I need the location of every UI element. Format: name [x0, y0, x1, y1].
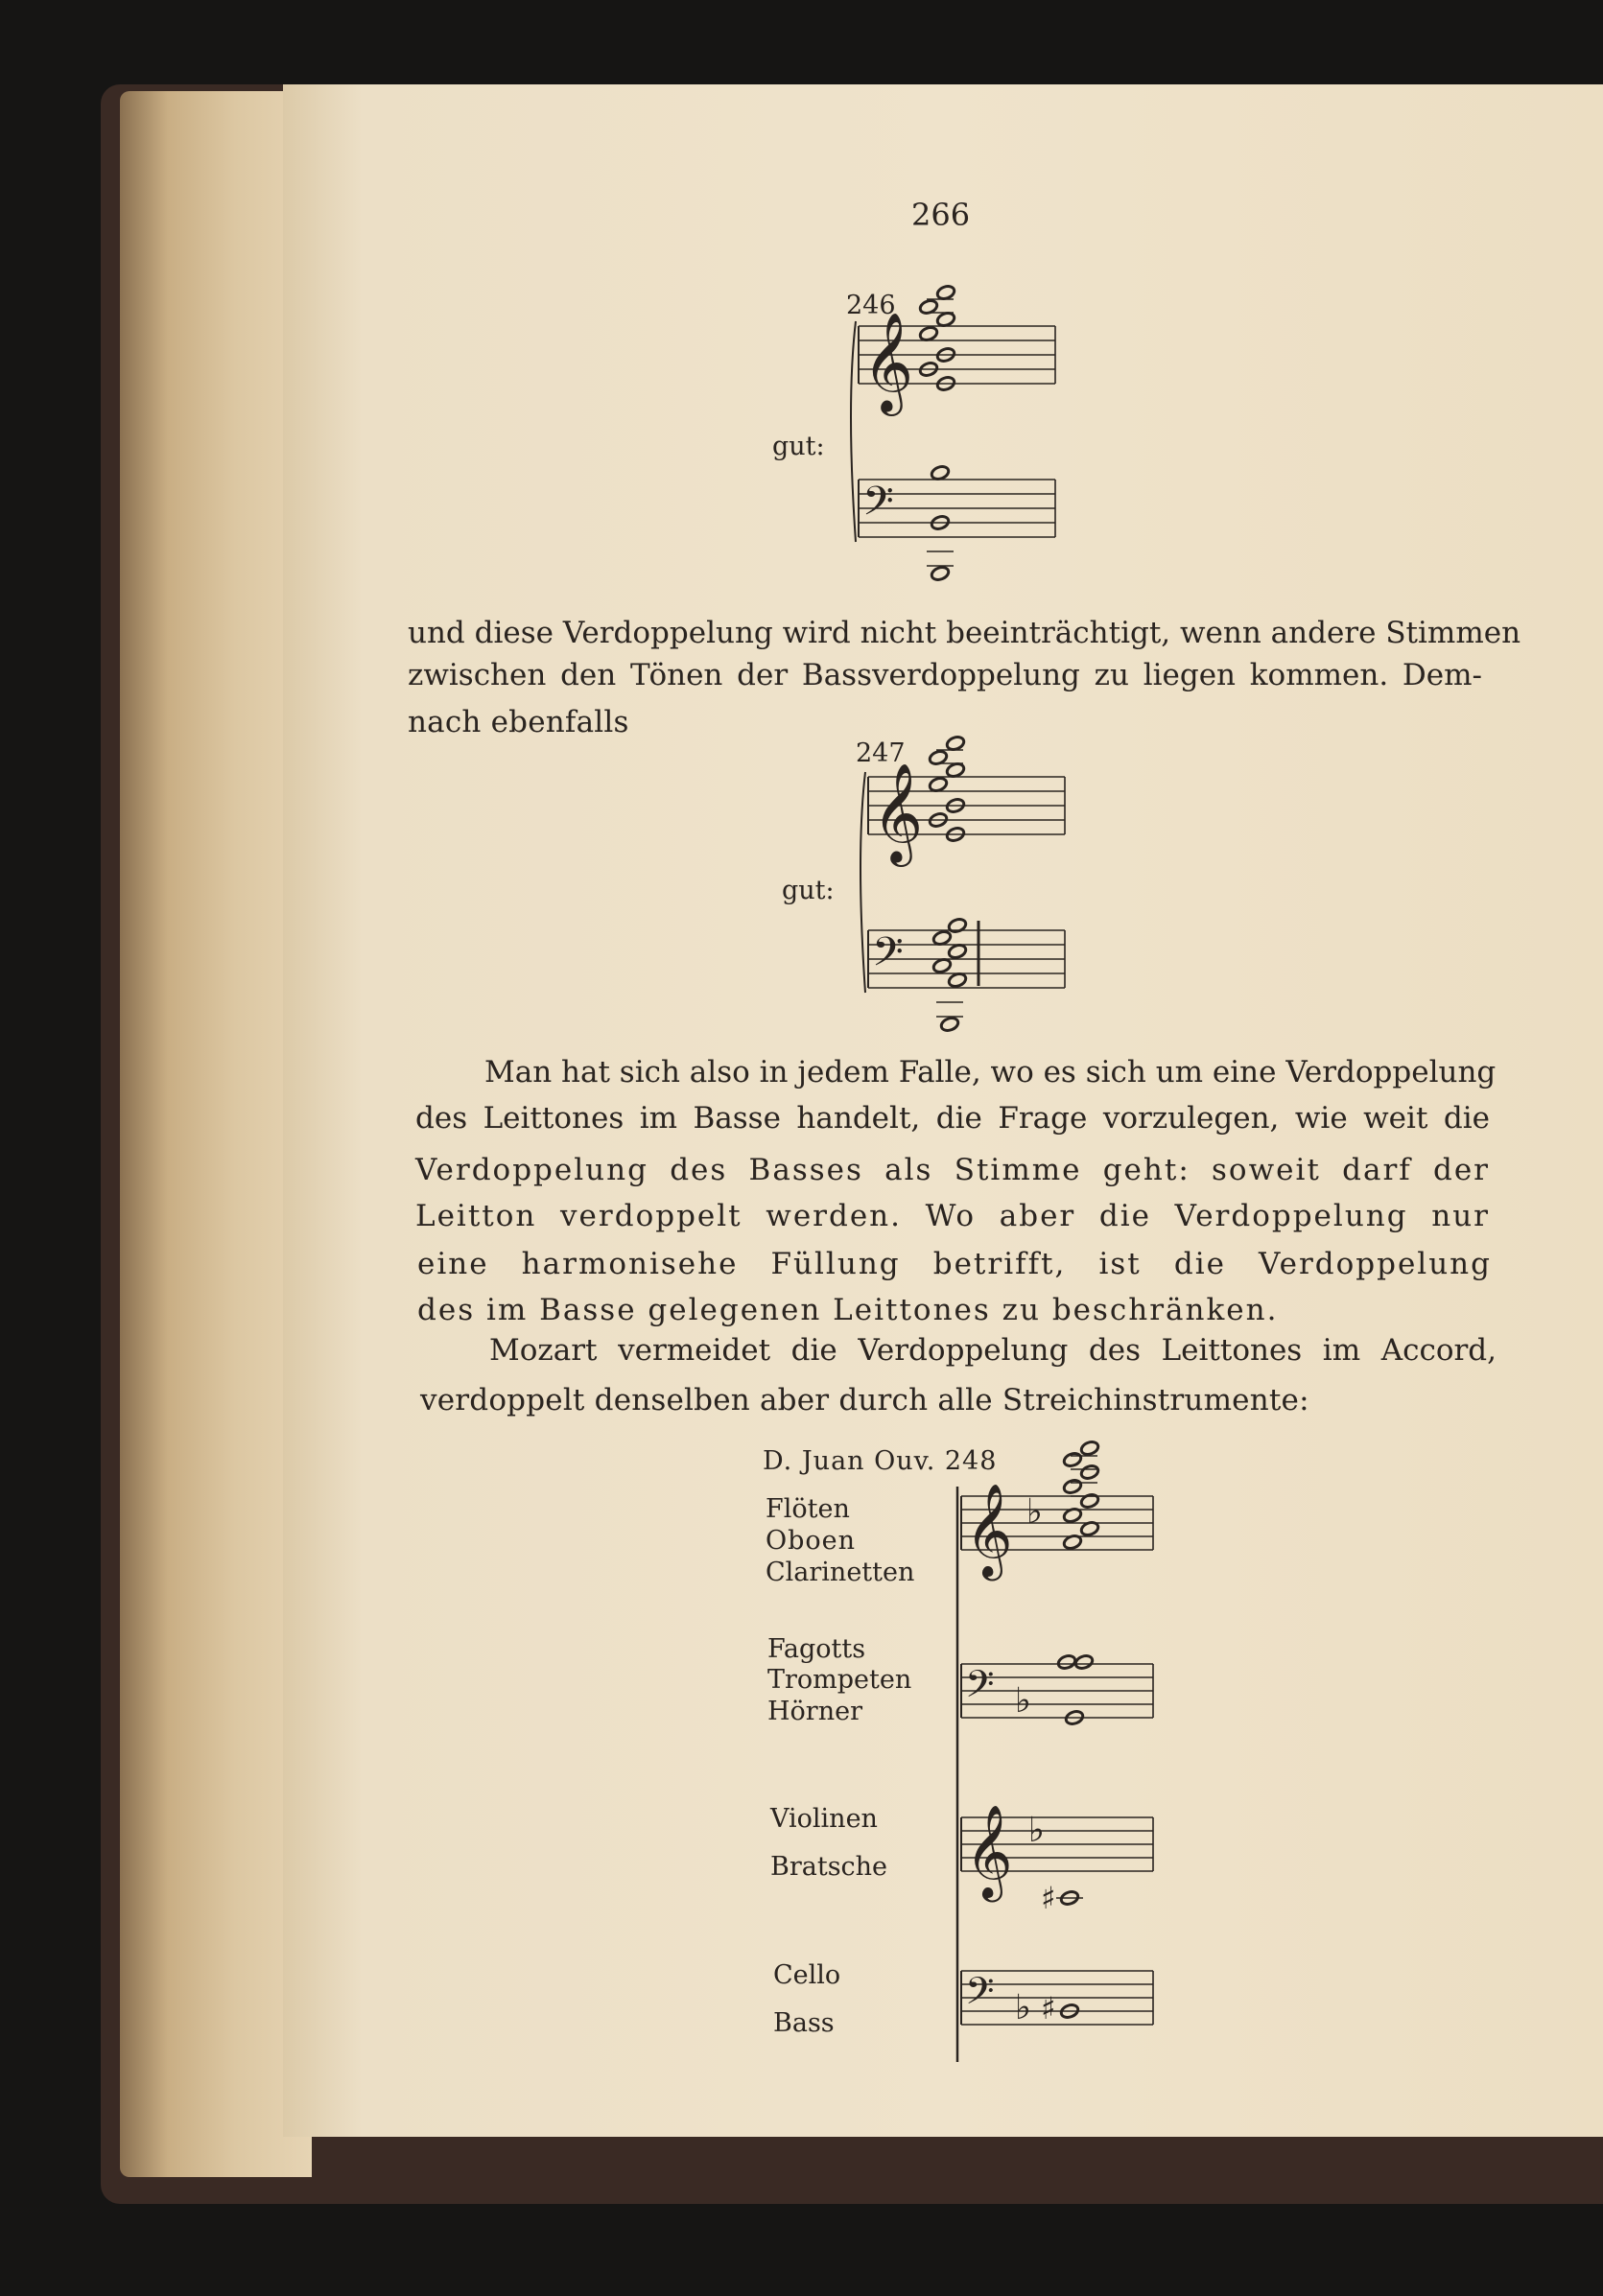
bass-clef-icon: 𝄢 [965, 1970, 995, 2023]
music-example-248 [950, 1429, 1180, 2062]
whole-note-icon [930, 464, 950, 480]
instrument-label: Violinen [770, 1804, 878, 1834]
whole-note-icon [928, 776, 948, 792]
example-label-gut: gut: [782, 876, 835, 905]
whole-note-icon [939, 1016, 959, 1032]
whole-note-icon [947, 917, 967, 933]
flat-icon: ♭ [1026, 1492, 1043, 1532]
instrument-label: Trompeten [767, 1665, 912, 1695]
whole-note-icon [947, 943, 967, 959]
whole-note-icon [945, 761, 965, 778]
whole-note-icon [918, 325, 938, 341]
sharp-icon: ♯ [1041, 1880, 1056, 1916]
whole-note-icon [931, 957, 952, 973]
paragraph-2-line-4: Leitton verdoppelt werden. Wo aber die Verdoppelung nur [415, 1199, 1490, 1233]
instrument-label: Cello [773, 1960, 841, 1990]
paragraph-2-line-5: eine harmonisehe Füllung betrifft, ist die Verdoppelung [417, 1247, 1492, 1281]
bass-clef-icon: 𝄢 [872, 929, 904, 986]
sharp-icon: ♯ [1041, 1990, 1056, 2027]
paragraph-3-line-1: Mozart vermeidet die Verdoppelung des Leittones im Accord, [489, 1333, 1497, 1368]
paragraph-1-line-2: zwischen den Tönen der Bassverdoppelung zu liegen kommen. Dem- [408, 658, 1482, 692]
treble-clef-icon: 𝄞 [862, 312, 914, 412]
instrument-label: Hörner [767, 1697, 862, 1726]
instrument-label: Bass [773, 2008, 835, 2038]
example-title-248: D. Juan Ouv. 248 [763, 1446, 998, 1476]
whole-note-icon [930, 565, 950, 581]
paragraph-1-line-3: nach ebenfalls [408, 705, 629, 739]
whole-note-icon [1062, 1478, 1082, 1494]
system-brace [851, 321, 856, 542]
whole-note-icon [1079, 1464, 1099, 1480]
bass-clef-icon: 𝄢 [862, 479, 894, 535]
paragraph-2-line-3: Verdoppelung des Basses als Stimme geht: soweit darf der [415, 1153, 1490, 1187]
instrument-label: Fagotts [767, 1634, 866, 1664]
whole-note-icon [1073, 1653, 1094, 1670]
whole-note-icon [935, 284, 955, 300]
instrument-label: Flöten [766, 1494, 850, 1524]
whole-note-icon [947, 972, 967, 988]
whole-note-icon [1056, 1653, 1076, 1670]
flat-icon: ♭ [1015, 1681, 1031, 1721]
whole-note-icon [1079, 1440, 1099, 1456]
whole-note-icon [1079, 1492, 1099, 1509]
treble-clef-icon: 𝄞 [965, 1483, 1013, 1577]
flat-icon: ♭ [1028, 1811, 1045, 1850]
example-label-gut: gut: [772, 432, 825, 461]
paragraph-3-line-2: verdoppelt denselben aber durch alle Streichinstrumente: [420, 1383, 1309, 1417]
paragraph-2-line-6: des im Basse gelegenen Leittones zu beschränken. [417, 1293, 1279, 1327]
paragraph-2-line-2: des Leittones im Basse handelt, die Frage vorzulegen, wie weit die [415, 1101, 1490, 1136]
treble-clef-icon: 𝄞 [965, 1804, 1013, 1898]
flat-icon: ♭ [1015, 1988, 1031, 2027]
whole-note-icon [931, 929, 952, 946]
system-brace [860, 772, 865, 993]
example-number-247: 247 [856, 738, 906, 768]
instrument-label: Oboen [766, 1526, 857, 1556]
whole-note-icon [935, 311, 955, 327]
whole-note-icon [945, 735, 965, 751]
treble-clef-icon: 𝄞 [872, 762, 924, 863]
instrument-label: Bratsche [770, 1852, 888, 1882]
instrument-label: Clarinetten [766, 1558, 915, 1587]
paragraph-1-line-1: und diese Verdoppelung wird nicht beeinträchtigt, wenn andere Stimmen [408, 616, 1521, 650]
page-number: 266 [911, 197, 971, 233]
music-example-247 [854, 729, 1065, 1036]
whole-note-icon [1062, 1451, 1082, 1467]
example-number-246: 246 [846, 291, 896, 320]
paragraph-2-line-1: Man hat sich also in jedem Falle, wo es sich um eine Verdoppelung [484, 1055, 1497, 1089]
music-example-246 [844, 278, 1055, 595]
bass-clef-icon: 𝄢 [965, 1663, 995, 1716]
